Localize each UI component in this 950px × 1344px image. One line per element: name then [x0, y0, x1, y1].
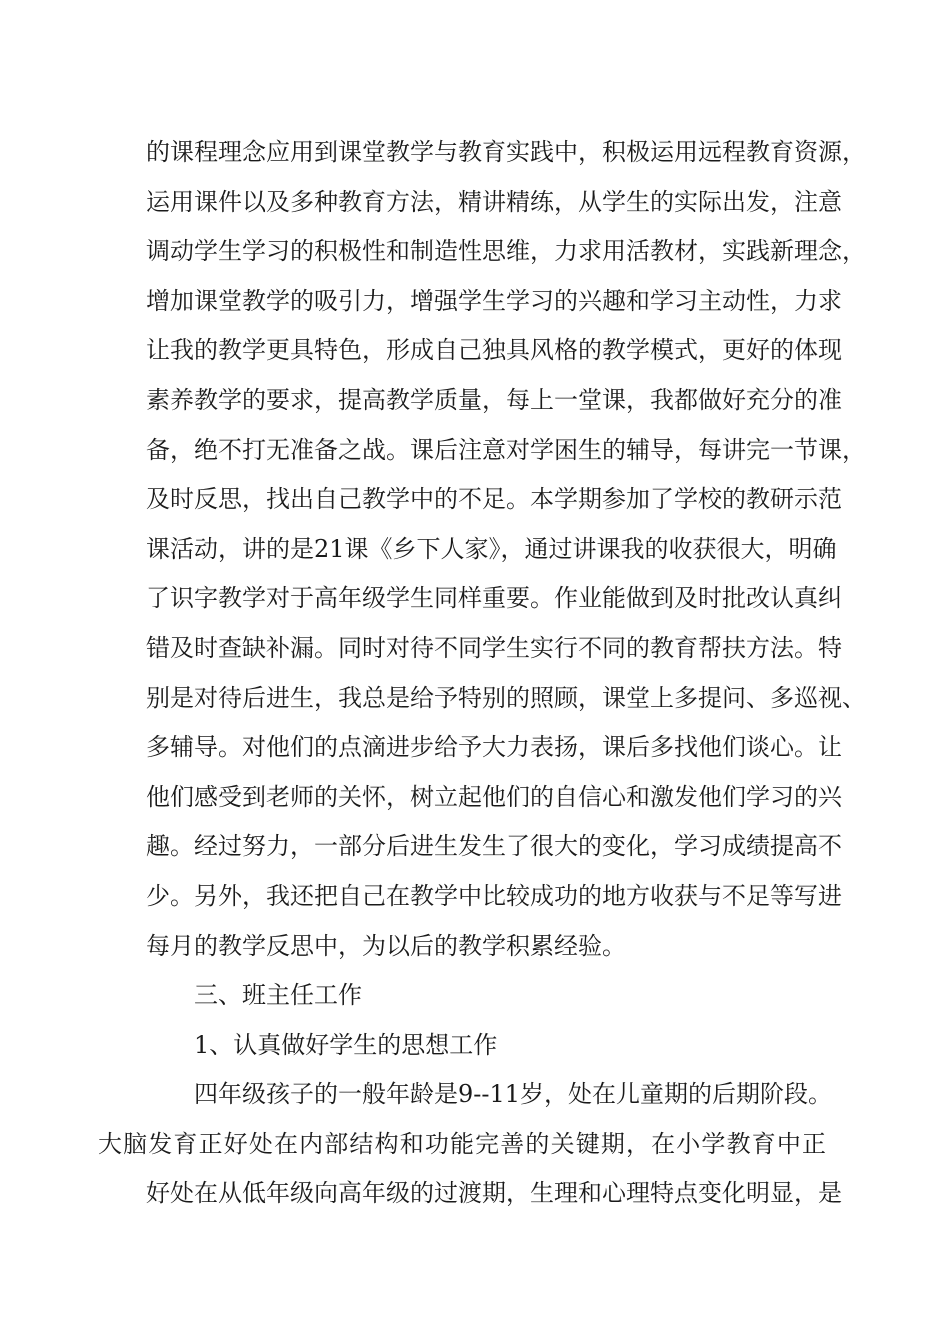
text-line: 多辅导。对他们的点滴进步给予大力表扬，课后多找他们谈心。让 [146, 733, 842, 762]
text-line: 好处在从低年级向高年级的过渡期，生理和心理特点变化明显，是 [146, 1179, 842, 1208]
text-line: 让我的教学更具特色，形成自己独具风格的教学模式，更好的体现 [146, 336, 842, 365]
text-line: 备，绝不打无准备之战。课后注意对学困生的辅导，每讲完一节课， [146, 435, 866, 464]
text-line: 及时反思，找出自己教学中的不足。本学期参加了学校的教研示范 [146, 485, 842, 514]
text-line: 错及时查缺补漏。同时对待不同学生实行不同的教育帮扶方法。特 [146, 633, 842, 662]
text-line: 运用课件以及多种教育方法，精讲精练，从学生的实际出发，注意 [146, 187, 842, 216]
text-line: 素养教学的要求，提高教学质量，每上一堂课，我都做好充分的准 [146, 385, 842, 414]
text-line: 每月的教学反思中，为以后的教学积累经验。 [146, 931, 626, 960]
text-line: 大脑发育正好处在内部结构和功能完善的关键期，在小学教育中正 [98, 1129, 826, 1158]
text-line: 别是对待后进生，我总是给予特别的照顾，课堂上多提问、多巡视、 [146, 683, 866, 712]
text-line: 趣。经过努力，一部分后进生发生了很大的变化，学习成绩提高不 [146, 832, 842, 861]
subsection-heading: 1、认真做好学生的思想工作 [194, 1030, 498, 1059]
text-line: 了识字教学对于高年级学生同样重要。作业能做到及时批改认真纠 [146, 584, 842, 613]
text-line: 的课程理念应用到课堂教学与教育实践中，积极运用远程教育资源， [146, 138, 866, 166]
text-line: 调动学生学习的积极性和制造性思维，力求用活教材，实践新理念， [146, 237, 866, 266]
text-line: 少。另外，我还把自己在教学中比较成功的地方收获与不足等写进 [146, 881, 842, 910]
text-line: 课活动，讲的是21课《乡下人家》，通过讲课我的收获很大，明确 [146, 534, 837, 563]
text-line: 四年级孩子的一般年龄是9--11岁，处在儿童期的后期阶段。 [194, 1080, 833, 1109]
section-heading: 三、班主任工作 [194, 981, 362, 1010]
text-line: 他们感受到老师的关怀，树立起他们的自信心和激发他们学习的兴 [146, 782, 842, 811]
body-text [98, 128, 866, 1219]
text-line: 增加课堂教学的吸引力，增强学生学习的兴趣和学习主动性，力求 [146, 286, 842, 315]
